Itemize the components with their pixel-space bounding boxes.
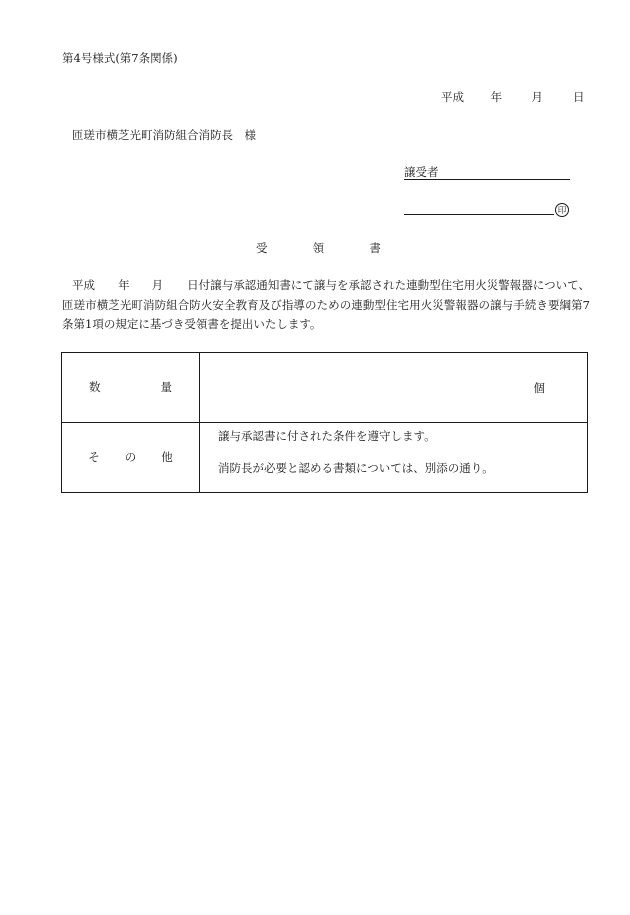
quantity-unit: 個 (533, 381, 545, 395)
title-char: 書 (369, 241, 381, 255)
body-year: 年 (118, 278, 130, 292)
quantity-label: 数 量 (62, 353, 200, 423)
other-label: そ の 他 (62, 423, 200, 493)
year-label: 年 (490, 90, 503, 104)
table-row (62, 423, 588, 493)
body-paragraph (62, 276, 590, 335)
addressee: 匝瑳市横芝光町消防組合消防長 様 (72, 128, 256, 142)
table-row (62, 353, 588, 423)
title-char: 領 (312, 241, 325, 255)
era-label: 平成 (441, 90, 464, 104)
month-label: 月 (531, 90, 543, 104)
quantity-field[interactable] (200, 353, 588, 423)
transferee-address-field[interactable] (404, 179, 570, 180)
attachment-note: 消防長が必要と認める書類については、別添の通り。 (218, 460, 494, 475)
receipt-table (61, 352, 588, 493)
day-label: 日 (572, 90, 585, 104)
body-month: 月 (151, 278, 164, 292)
submission-date (441, 92, 584, 104)
transferee-label: 譲受者 (404, 165, 439, 179)
transferee-name-field[interactable] (404, 214, 554, 215)
condition-note: 譲与承認書に付された条件を遵守します。 (218, 428, 436, 443)
form-number: 第4号様式(第7条関係) (62, 51, 178, 65)
title-char: 受 (256, 241, 268, 255)
document-title (256, 243, 381, 255)
other-notes (200, 423, 588, 493)
body-era: 平成 (72, 278, 96, 292)
seal-mark-icon: 印 (555, 203, 569, 217)
body-text: 日付譲与承認通知書にて譲与を承認された連動型住宅用火災警報器について、匝瑳市横芝光町消防組合防火安全教育及び指導のための連動型住宅用火災警報器の譲与手続き要綱第7条第1項の規定に基づき受領書を提出いたします。 (62, 278, 590, 331)
